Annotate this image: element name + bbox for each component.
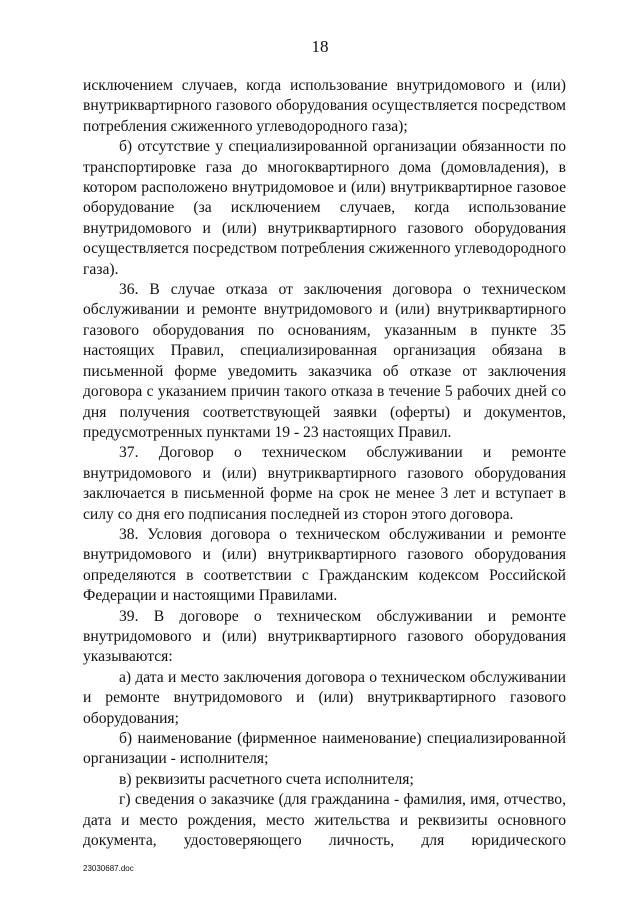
paragraph: 38. Условия договора о техническом обслуживании и ремонте внутридомового и (или) внутриквартирного газового оборудования определяются в соответствии с Гражданским кодексом Российской Федерации и настоящими Правилами. (83, 525, 566, 605)
paragraph: исключением случаев, когда использование внутридомового и (или) внутриквартирного газового оборудования осуществляется посредством потребления сжиженного углеводородного газа); (83, 77, 566, 135)
paragraph: 39. В договоре о техническом обслуживании и ремонте внутридомового и (или) внутриквартирного газового оборудования указываются: (83, 607, 566, 666)
document-body (83, 76, 566, 851)
paragraph: б) наименование (фирменное наименование) специализированной организации - исполнителя; (83, 730, 566, 768)
paragraph: 37. Договор о техническом обслуживании и ремонте внутридомового и (или) внутриквартирного газового оборудования заключается в письменной форме на срок не менее 3 лет и вступает в силу со дня его подписания последней из сторон этого договора. (83, 444, 566, 523)
page-number: 18 (311, 37, 329, 56)
paragraph: б) отсутствие у специализированной организации обязанности по транспортировке газа до многоквартирного дома (домовладения), в котором расположено внутридомовое и (или) внутриквартирное газовое оборудование (за исключением случаев, когда использование внутридомового и (или) внутриквартирного газового оборудования осуществляется посредством потребления сжиженного углеводородного газа). (83, 138, 566, 278)
paragraph: а) дата и место заключения договора о техническом обслуживании и ремонте внутридомового и (или) внутриквартирного газового оборудования; (83, 668, 566, 727)
paragraph: в) реквизиты расчетного счета исполнителя; (119, 770, 414, 788)
footer-filename: 23030687.doc (83, 864, 134, 873)
paragraph: 36. В случае отказа от заключения договора о техническом обслуживании и ремонте внутридомового и (или) внутриквартирного газового оборудования по основаниям, указанным в пункте 35 настоящих Правил, специализированная организация обязана в письменной форме уведомить заказчика об отказе от заключения договора с указанием причин такого отказа в течение 5 рабочих дней со дня получения соответствующей заявки (оферты) и документов, предусмотренных пунктами 19 - 23 настоящих Правил. (83, 281, 566, 441)
paragraph: г) сведения о заказчике (для гражданина - фамилия, имя, отчество, дата и место рождения, место жительства и реквизиты основного документа, удостоверяющего личность, для юридического (83, 791, 566, 850)
